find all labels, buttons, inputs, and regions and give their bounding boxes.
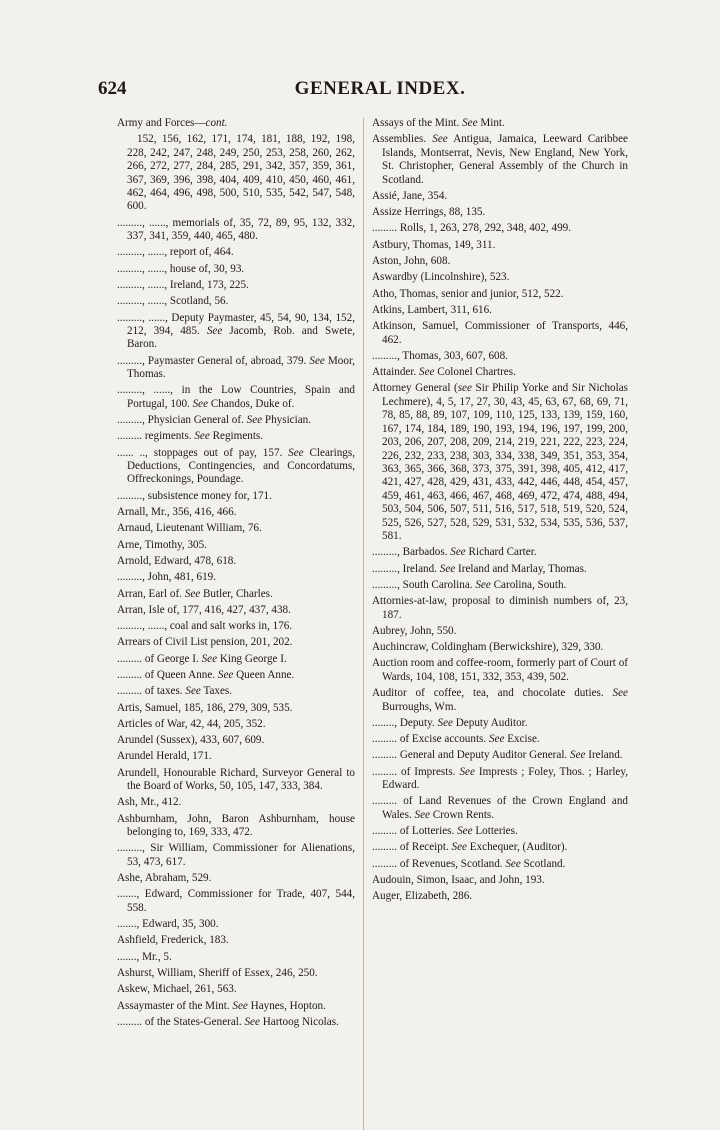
index-entry (372, 687, 628, 714)
entry-text: Astbury, Thomas, 149, 311. (372, 238, 496, 251)
entry-text: ........, Deputy. (372, 716, 438, 729)
entry-text: ......... of taxes. (117, 685, 186, 698)
index-entry (372, 717, 628, 730)
entry-text: ......., Edward, 35, 300. (117, 918, 219, 931)
entry-text: ......... regiments. (117, 430, 195, 443)
entry-italic: See (475, 578, 491, 591)
entry-text: Auditor of coffee, tea, and chocolate duties. (372, 687, 613, 700)
entry-text: ........., ......, house of, 30, 93. (117, 262, 245, 275)
index-entry (372, 825, 628, 838)
entry-italic: See (309, 354, 325, 367)
index-entry (372, 206, 628, 219)
entry-text: Attainder. (372, 366, 420, 379)
entry-italic: See (432, 133, 448, 146)
entry-text: ......... of Receipt. (372, 841, 452, 854)
entry-text: Arundel Herald, 171. (117, 750, 212, 763)
index-entry (117, 702, 355, 715)
index-entry (117, 813, 355, 840)
index-entry (117, 1016, 355, 1029)
entry-italic: See (462, 117, 478, 129)
entry-italic: See (192, 397, 209, 410)
index-entry (117, 384, 355, 411)
index-entry (117, 295, 355, 308)
entry-text: Army and Forces— (117, 117, 206, 129)
index-entry (117, 217, 355, 244)
entry-text: ........., Ireland. (372, 562, 440, 575)
entry-text: ........., ......, Ireland, 173, 225. (117, 278, 249, 291)
index-entry (372, 304, 628, 317)
index-entry (117, 539, 355, 552)
entry-italic: See (201, 652, 218, 665)
entry-italic: See (414, 808, 430, 821)
index-entry (117, 588, 355, 601)
index-entry (372, 382, 628, 543)
entry-italic: See (612, 687, 628, 700)
index-entry (372, 320, 628, 347)
entry-text-cont: King George I. (217, 652, 287, 665)
entry-text: ........., John, 481, 619. (117, 571, 217, 584)
index-entry (117, 685, 355, 698)
entry-text-cont: Colonel Chartres. (434, 366, 516, 379)
entry-text-cont: Chandos, Duke of. (208, 397, 295, 410)
index-entry (117, 796, 355, 809)
entry-text: ........., South Carolina. (372, 578, 476, 591)
index-entry (372, 255, 628, 268)
index-entry (117, 117, 355, 130)
index-entry (117, 133, 355, 213)
entry-text: ...... .., stoppages out of pay, 157. (117, 446, 289, 459)
index-entry (117, 888, 355, 915)
entry-italic: See (244, 1015, 260, 1028)
entry-text-cont: Haynes, Hopton. (247, 999, 326, 1012)
entry-text: Arundell, Honourable Richard, Surveyor General to the Board of Works, 50, 105, 147, 333, 384. (117, 766, 355, 793)
entry-text-cont: Queen Anne. (233, 669, 295, 681)
entry-italic: See (185, 685, 201, 698)
entry-text: Ashe, Abraham, 529. (117, 872, 212, 885)
entry-text-cont: Richard Carter. (465, 546, 537, 559)
entry-text: ......... of Land Revenues of the Crown England and Wales. (372, 795, 628, 821)
index-entry (117, 653, 355, 666)
entry-text: ........., Barbados. (372, 546, 451, 559)
index-entry (372, 657, 628, 684)
entry-text: Aubrey, John, 550. (372, 624, 457, 637)
entry-italic: See (437, 716, 453, 729)
index-entry (117, 669, 355, 682)
entry-text: ......... of George I. (117, 652, 202, 665)
entry-text: ........., Thomas, 303, 607, 608. (372, 349, 508, 362)
index-entry (117, 571, 355, 584)
index-entry (372, 239, 628, 252)
index-entry (117, 263, 355, 276)
entry-text: Ashurst, William, Sheriff of Essex, 246, 250. (117, 967, 318, 980)
entry-text: ......... Rolls, 1, 263, 278, 292, 348, 402, 499. (372, 222, 571, 235)
entry-text-cont: Antigua, Jamaica, Leeward Caribbee Islands, Montserrat, Nevis, New England, New York, St. Christopher, General Assembly of the Church in Scotland. (382, 133, 628, 186)
index-entry (372, 288, 628, 301)
entry-text: ......... of the States-General. (117, 1015, 245, 1028)
entry-italic: See (488, 733, 505, 746)
entry-text: Assié, Jane, 354. (372, 189, 448, 202)
entry-italic: See (450, 546, 466, 559)
entry-text-cont: Deputy Auditor. (452, 716, 528, 729)
entry-text: Atkinson, Samuel, Commissioner of Transports, 446, 462. (372, 320, 628, 346)
entry-text: ......... of Queen Anne. (117, 669, 218, 681)
entry-text: Auger, Elizabeth, 286. (372, 890, 473, 903)
entry-text: Ash, Mr., 412. (117, 796, 182, 809)
entry-text: ......... of Imprests. (372, 765, 460, 778)
entry-italic: See (184, 587, 201, 600)
index-entry (117, 718, 355, 731)
index-entry (117, 983, 355, 996)
index-entry (372, 858, 628, 871)
entry-text-cont: Excise. (504, 733, 540, 746)
entry-text: ........., Paymaster General of, abroad, 379. (117, 354, 310, 367)
entry-italic: cont. (205, 117, 228, 129)
entry-text: Arrears of Civil List pension, 201, 202. (117, 636, 293, 649)
entry-text: Atkins, Lambert, 311, 616. (372, 303, 492, 316)
index-entry (372, 350, 628, 363)
index-entry (372, 766, 628, 793)
entry-text-cont: Exchequer, (Auditor). (466, 841, 568, 854)
entry-text-cont: Butler, Charles. (200, 587, 273, 600)
entry-text: ......., Mr., 5. (117, 950, 172, 963)
entry-text: Arundel (Sussex), 433, 607, 609. (117, 734, 265, 747)
index-entry (117, 734, 355, 747)
entry-text-cont: Physician. (262, 414, 312, 427)
entry-text: ........., ......, report of, 464. (117, 246, 234, 259)
index-entry (372, 841, 628, 854)
entry-text: ........., ......, in the Low Countries, Spain and Portugal, 100. (117, 384, 355, 410)
index-entry (372, 546, 628, 559)
index-entry (117, 636, 355, 649)
entry-text: Arran, Isle of, 177, 416, 427, 437, 438. (117, 603, 291, 616)
entry-text: Askew, Michael, 261, 563. (117, 983, 237, 996)
index-entry (117, 246, 355, 259)
index-entry (372, 117, 628, 130)
entry-text-cont: Imprests ; Foley, Thos. ; Harley, Edward. (382, 765, 628, 792)
index-entry (117, 750, 355, 763)
index-entry (372, 641, 628, 654)
entry-text: ......... of Revenues, Scotland. (372, 857, 506, 870)
entry-text: Atho, Thomas, senior and junior, 512, 522. (372, 287, 564, 300)
index-entry (117, 279, 355, 292)
index-entry (372, 222, 628, 235)
entry-text: ......... of Excise accounts. (372, 733, 489, 746)
entry-text-cont: Jacomb, Rob. and Swete, Baron. (127, 324, 356, 351)
index-entry (372, 874, 628, 887)
entry-text-cont: Carolina, South. (490, 578, 567, 591)
index-entry (117, 430, 355, 443)
entry-text: Artis, Samuel, 185, 186, 279, 309, 535. (117, 701, 293, 714)
entry-text: ........., ......, coal and salt works in, 176. (117, 620, 293, 633)
entry-text: Auchincraw, Coldingham (Berwickshire), 329, 330. (372, 641, 604, 654)
entry-text: ......... of Lotteries. (372, 825, 458, 838)
index-entry (372, 271, 628, 284)
entry-text: 152, 156, 162, 171, 174, 181, 188, 192, 198, 228, 242, 247, 248, 249, 250, 253, 258, 260, 262, 266, 272, 277, 284, 285, 291, 342, 357, 359, 361, 367, 369, 396, 398, 404, 409, 410, 450, 460, 461, 462, 464, 496, 498, 500, 510, 535, 542, 547, 548, 600. (127, 133, 355, 213)
page-number: 624 (98, 78, 127, 99)
index-entry (372, 890, 628, 903)
entry-text: Attorney General ( (372, 382, 458, 395)
entry-text-cont: Lotteries. (472, 825, 518, 838)
entry-text: Arne, Timothy, 305. (117, 538, 207, 551)
index-entry (372, 366, 628, 379)
entry-text: ........., subsistence money for, 171. (117, 489, 272, 502)
entry-text: Ashburnham, John, Baron Ashburnham, house belonging to, 169, 333, 472. (117, 812, 355, 839)
page-header (98, 78, 662, 108)
entry-text: Assize Herrings, 88, 135. (372, 206, 486, 219)
index-column-left (117, 117, 355, 1032)
entry-text-cont: Ireland and Marlay, Thomas. (455, 562, 587, 575)
entry-text: ........., ......, memorials of, 35, 72, 89, 95, 132, 332, 337, 341, 359, 440, 465, 480. (117, 216, 355, 243)
entry-text-cont: Burroughs, Wm. (382, 700, 457, 713)
entry-text: Arnall, Mr., 356, 416, 466. (117, 506, 237, 519)
entry-text-cont: Sir Philip Yorke and Sir Nicholas Lechmere), 4, 5, 17, 27, 30, 43, 45, 63, 67, 68, 69, 71, 78, 85, 88, 89, 107, 109, 110, 125, 133, 139, 159, 160, 167, 174, 184, 189, 190, 193, 194, 196, 197, 199, 200, 203, 206, 207, 208, 209, 214, 219, 221, 222, 223, 224, 226, 232, 233, 238, 303, 334, 338, 349, 351, 353, 354, 363, 365, 366, 368, 373, 375, 391, 398, 405, 412, 417, 421, 427, 428, 429, 431, 433, 442, 446, 448, 454, 457, 459, 461, 463, 466, 467, 468, 469, 472, 474, 488, 494, 503, 504, 506, 507, 511, 516, 517, 518, 519, 520, 524, 525, 526, 527, 528, 529, 531, 532, 534, 535, 536, 537, 581. (382, 382, 628, 542)
entry-text: ......., Edward, Commissioner for Trade, 407, 544, 558. (117, 888, 355, 914)
index-entry (117, 934, 355, 947)
entry-text: ......... General and Deputy Auditor General. (372, 749, 570, 762)
index-entry (372, 579, 628, 592)
index-entry (372, 733, 628, 746)
entry-italic: See (246, 414, 263, 427)
entry-italic: See (451, 841, 467, 854)
index-entry (117, 604, 355, 617)
index-entry (117, 506, 355, 519)
index-entry (117, 555, 355, 568)
entry-italic: See (439, 562, 456, 575)
index-entry (117, 447, 355, 487)
entry-text-cont: Mint. (477, 117, 505, 129)
column-divider (363, 118, 364, 1130)
index-entry (117, 918, 355, 931)
running-title: GENERAL INDEX. (294, 78, 466, 99)
entry-text: Articles of War, 42, 44, 205, 352. (117, 717, 266, 730)
entry-text: Assays of the Mint. (372, 117, 463, 129)
entry-text: Arran, Earl of. (117, 587, 185, 600)
entry-text: ........., Physician General of. (117, 414, 247, 427)
index-entry (372, 133, 628, 187)
index-entry (372, 595, 628, 622)
entry-italic: See (505, 857, 521, 870)
entry-text-cont: Taxes. (200, 685, 233, 698)
index-column-right (372, 117, 628, 907)
entry-text: Audouin, Simon, Isaac, and John, 193. (372, 874, 545, 887)
index-entry (372, 190, 628, 203)
index-entry (117, 522, 355, 535)
index-entry (117, 872, 355, 885)
entry-italic: See (232, 999, 248, 1012)
entry-text: ........., Sir William, Commissioner for Alienations, 53, 473, 617. (117, 842, 355, 868)
entry-text-cont: Hartoog Nicolas. (259, 1015, 339, 1028)
entry-text: ........., ......, Deputy Paymaster, 45, 54, 90, 134, 152, 212, 394, 485. (117, 311, 355, 337)
index-entry (117, 620, 355, 633)
index-entry (372, 563, 628, 576)
index-entry (117, 842, 355, 869)
entry-text-cont: Clearings, Deductions, Contingencies, and Concordatums, Offreckonings, Poundage. (127, 446, 355, 486)
entry-italic: See (217, 669, 234, 681)
entry-text-cont: Scotland. (520, 857, 566, 870)
entry-italic: See (570, 749, 586, 762)
index-entry (117, 1000, 355, 1013)
entry-italic: See (288, 446, 304, 459)
entry-text-cont: Ireland. (585, 749, 623, 762)
entry-text-cont: Crown Rents. (429, 808, 495, 821)
index-entry (117, 490, 355, 503)
index-entry (372, 795, 628, 822)
entry-italic: see (457, 382, 472, 395)
index-entry (117, 767, 355, 794)
entry-text: Arnaud, Lieutenant William, 76. (117, 522, 262, 535)
index-entry (117, 951, 355, 964)
index-entry (117, 414, 355, 427)
entry-italic: See (419, 366, 435, 379)
entry-text-cont: Regiments. (209, 430, 264, 443)
index-entry (117, 312, 355, 352)
entry-text: Arnold, Edward, 478, 618. (117, 554, 237, 567)
index-entry (372, 749, 628, 762)
entry-italic: See (459, 765, 475, 778)
index-entry (372, 625, 628, 638)
entry-text: Aston, John, 608. (372, 255, 451, 267)
entry-text: Assaymaster of the Mint. (117, 999, 233, 1012)
entry-italic: See (194, 430, 210, 443)
index-entry (117, 355, 355, 382)
entry-text-cont: Moor, Thomas. (127, 354, 355, 381)
entry-text: Attornies-at-law, proposal to diminish numbers of, 23, 187. (372, 595, 628, 621)
entry-italic: See (206, 324, 223, 337)
entry-text: Ashfield, Frederick, 183. (117, 934, 229, 947)
entry-text: Aswardby (Lincolnshire), 523. (372, 271, 510, 284)
entry-italic: See (457, 825, 473, 838)
entry-text: Auction room and coffee-room, formerly part of Court of Wards, 104, 108, 151, 332, 353, 439, 502. (372, 657, 628, 683)
entry-text: ........., ......, Scotland, 56. (117, 295, 229, 308)
entry-text: Assemblies. (372, 133, 433, 146)
index-entry (117, 967, 355, 980)
